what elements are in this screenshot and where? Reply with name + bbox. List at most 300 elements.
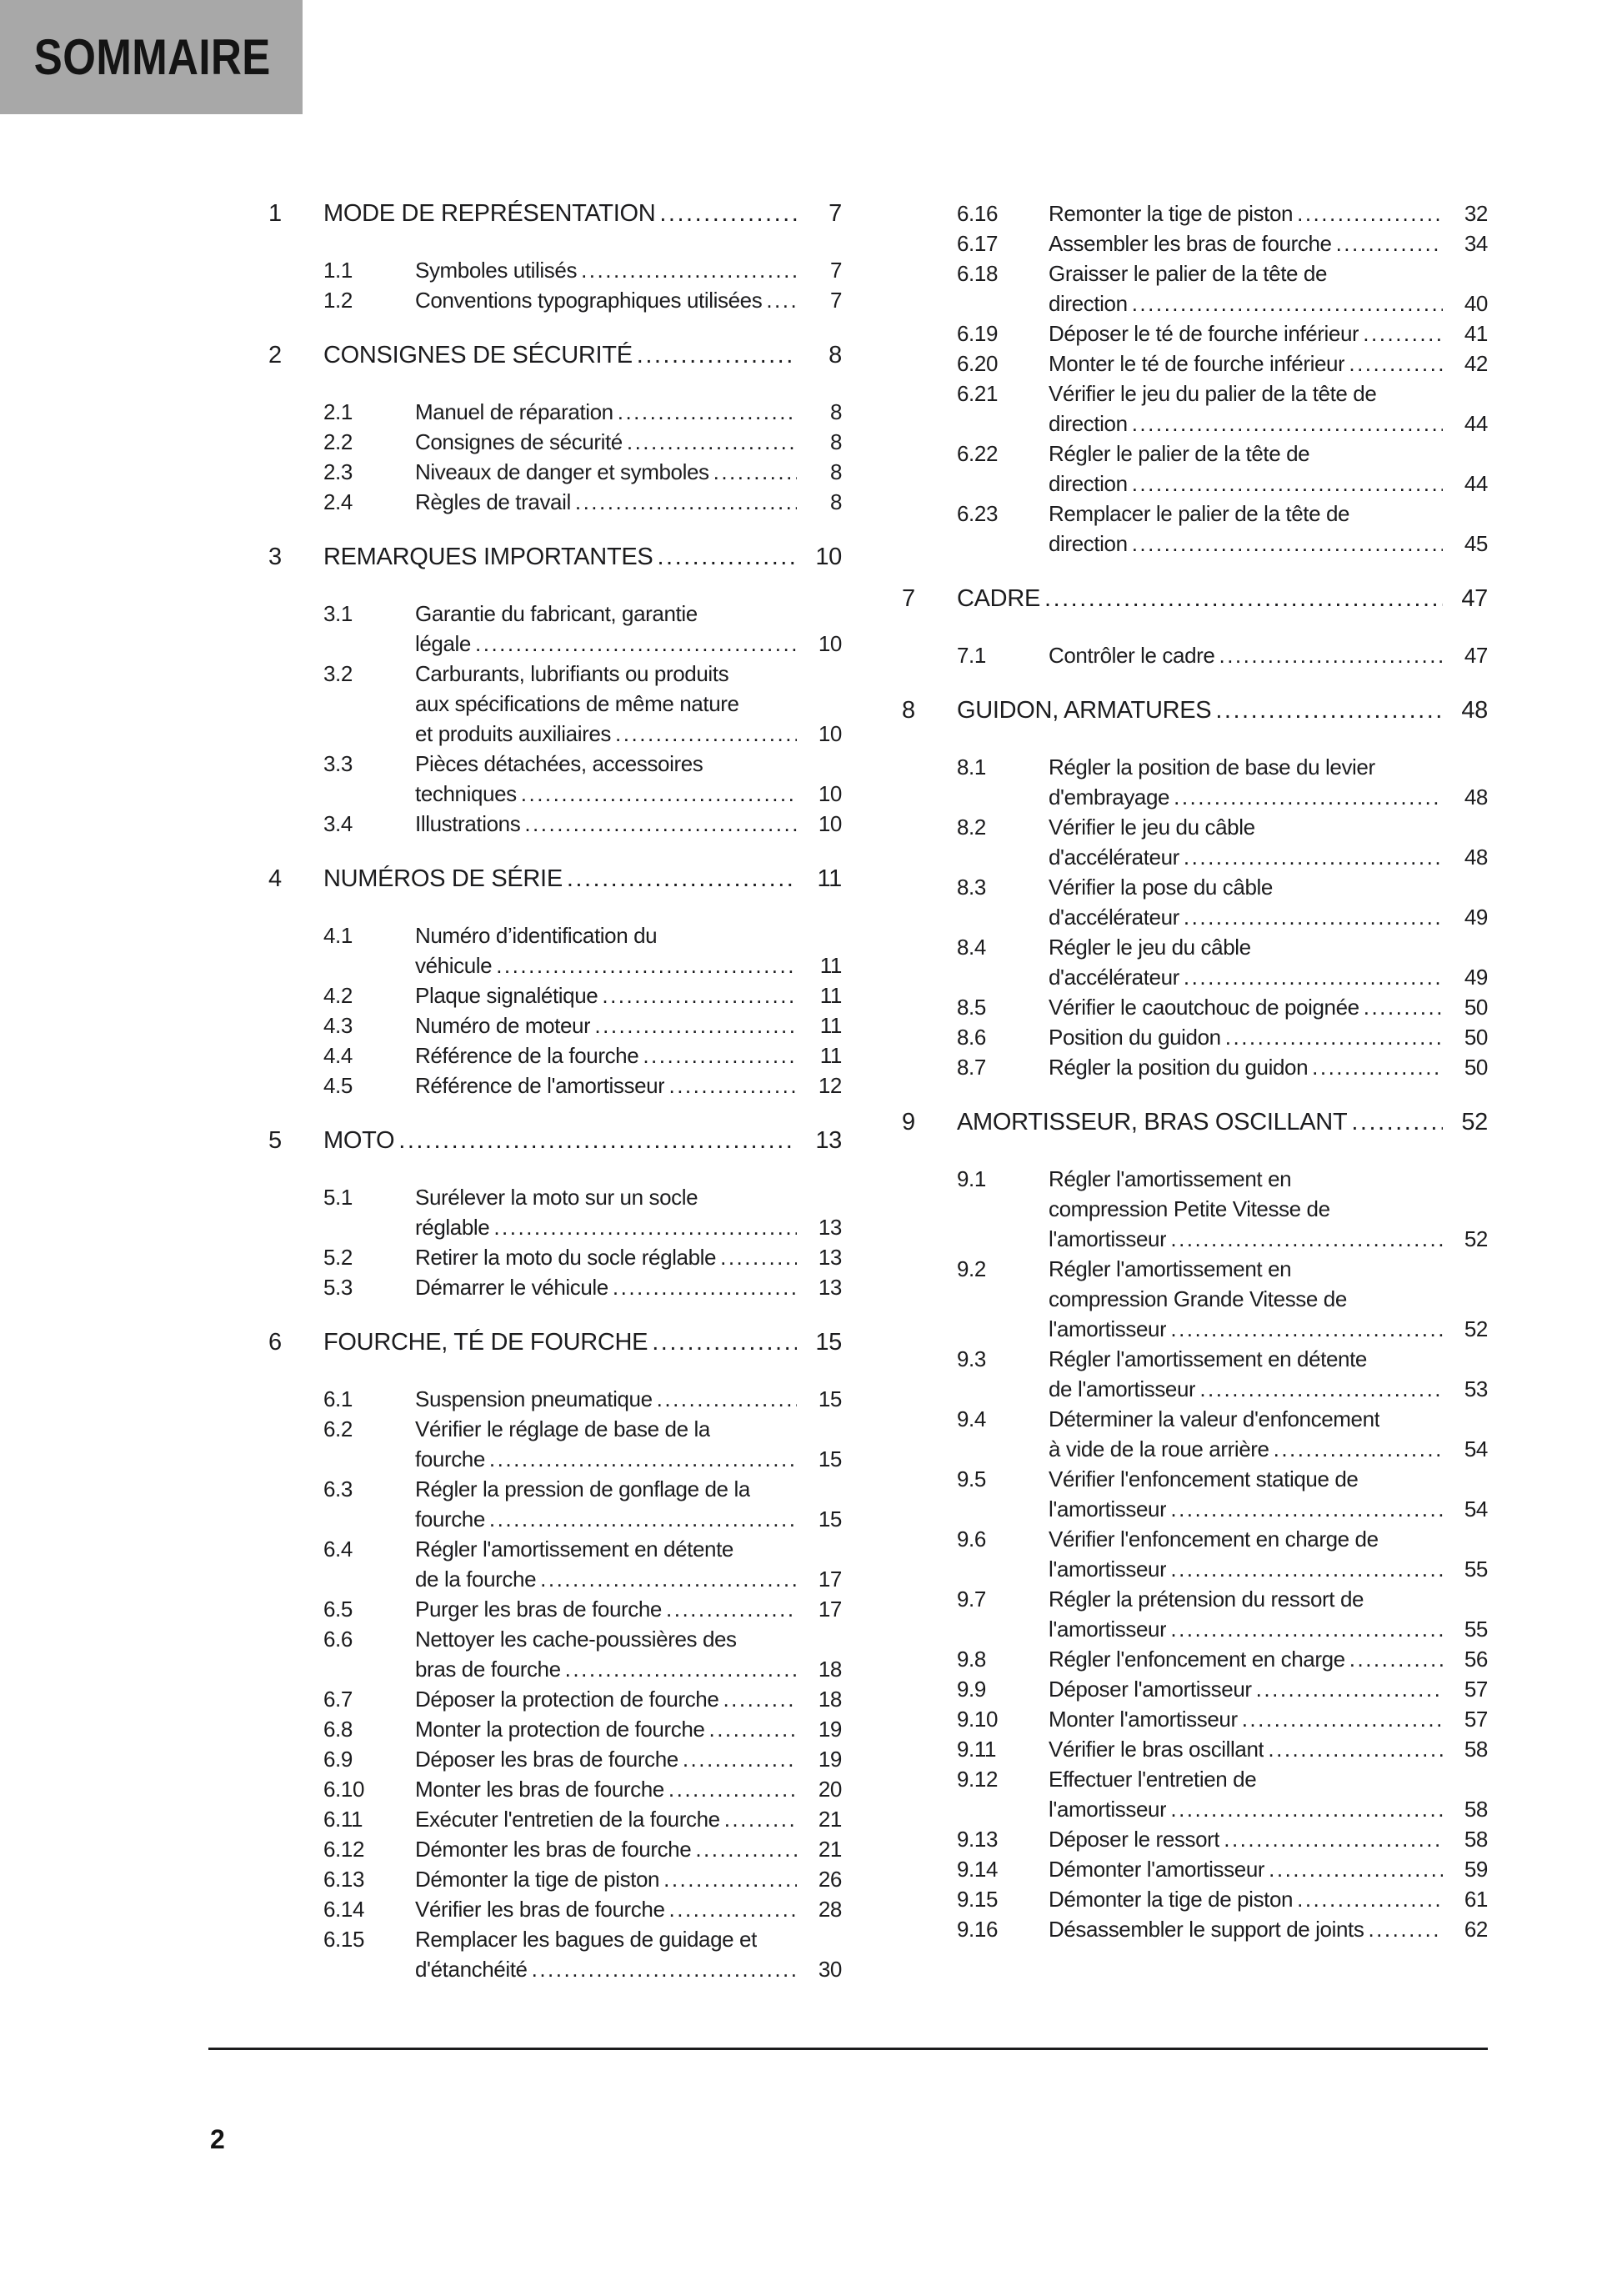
toc-entry-number: 8.6: [957, 1025, 986, 1050]
toc-entry-number: 4.3: [323, 1013, 353, 1038]
toc-entry-1.1: [268, 255, 842, 285]
toc-entry-page: 44: [1464, 411, 1488, 436]
toc-entry-number: 4.5: [323, 1073, 353, 1098]
toc-left-column: [268, 198, 842, 1984]
dot-leader: [1170, 1614, 1443, 1644]
toc-entry-number: 8.5: [957, 995, 986, 1020]
dot-leader: [567, 864, 797, 894]
toc-entry-title: techniques: [415, 781, 517, 806]
dot-leader: [493, 1212, 797, 1242]
toc-entry-number: 9.16: [957, 1917, 999, 1942]
toc-line: [268, 920, 842, 950]
toc-entry-page: 15: [815, 1329, 842, 1356]
toc-right-column: [902, 198, 1488, 1984]
toc-line: [268, 1384, 842, 1414]
toc-line: [268, 1564, 842, 1594]
toc-entry-page: 11: [819, 983, 842, 1008]
dot-leader: [1268, 1734, 1443, 1764]
toc-entry-title: Régler la pression de gonflage de la: [415, 1476, 750, 1501]
toc-entry-number: 3: [268, 544, 282, 570]
toc-entry-page: 58: [1464, 1827, 1488, 1852]
dot-leader: [659, 198, 797, 228]
toc-entry-number: 9.10: [957, 1707, 999, 1732]
toc-line: [902, 1704, 1488, 1734]
toc-line: [268, 950, 842, 980]
dot-leader: [1224, 1824, 1443, 1854]
toc-entry-title: l'amortisseur: [1049, 1496, 1167, 1521]
toc-entry-title: Graisser le palier de la tête de: [1049, 261, 1328, 286]
dot-leader: [1132, 288, 1443, 318]
toc-entry-8.6: [902, 1022, 1488, 1052]
toc-entry-page: 54: [1464, 1436, 1488, 1461]
toc-entry-number: 6.6: [323, 1627, 353, 1652]
toc-entry-page: 17: [818, 1567, 842, 1592]
toc-entry-title: Contrôler le cadre: [1049, 643, 1215, 668]
toc-entry-page: 50: [1464, 1055, 1488, 1080]
toc-line: [268, 1070, 842, 1100]
toc-line: [268, 1594, 842, 1624]
toc-entry-title: Plaque signalétique: [415, 983, 598, 1008]
toc-entry-6.20: [902, 348, 1488, 378]
toc-entry-6.3: [268, 1474, 842, 1534]
dot-leader: [1312, 1052, 1443, 1082]
toc-entry-title: GUIDON, ARMATURES: [957, 697, 1212, 724]
toc-line: [268, 340, 842, 370]
toc-line: [268, 1804, 842, 1834]
toc-entry-6.14: [268, 1894, 842, 1924]
toc-line: [902, 640, 1488, 670]
toc-entry-number: 3.1: [323, 601, 353, 626]
toc-entry-page: 10: [818, 631, 842, 656]
toc-entry-2.4: [268, 487, 842, 517]
toc-entry-7: [902, 584, 1488, 614]
toc-entry-page: 7: [829, 288, 842, 313]
toc-entry-9.8: [902, 1644, 1488, 1674]
toc-entry-4.2: [268, 980, 842, 1010]
toc-line: [902, 1884, 1488, 1914]
toc-entry-title: aux spécifications de même nature: [415, 691, 739, 716]
dot-leader: [1044, 584, 1443, 614]
dot-leader: [1170, 1554, 1443, 1584]
toc-entry-3.2: [268, 659, 842, 749]
toc-entry-page: 18: [818, 1687, 842, 1712]
toc-line: [902, 258, 1488, 288]
toc-entry-number: 9.8: [957, 1647, 986, 1672]
toc-entry-number: 6: [268, 1329, 282, 1356]
toc-line: [268, 1534, 842, 1564]
toc-entry-page: 56: [1464, 1647, 1488, 1672]
toc-entry-title: Régler l'amortissement en détente: [1049, 1346, 1367, 1371]
dot-leader: [1170, 1494, 1443, 1524]
toc-entry-page: 20: [818, 1777, 842, 1802]
toc-entry-9: [902, 1107, 1488, 1137]
toc-entry-title: Régler l'amortissement en: [1049, 1256, 1292, 1281]
toc-line: [268, 1654, 842, 1684]
toc-line: [902, 318, 1488, 348]
dot-leader: [524, 809, 797, 839]
toc-entry-page: 58: [1464, 1797, 1488, 1822]
toc-entry-6.13: [268, 1864, 842, 1894]
toc-entry-number: 6.19: [957, 321, 999, 346]
toc-entry-5.1: [268, 1182, 842, 1242]
toc-line: [902, 872, 1488, 902]
toc-entry-title: Vérifier le caoutchouc de poignée: [1049, 995, 1359, 1020]
toc-line: [902, 1764, 1488, 1794]
toc-entry-page: 50: [1464, 995, 1488, 1020]
toc-entry-title: Déposer le té de fourche inférieur: [1049, 321, 1359, 346]
toc-line: [268, 864, 842, 894]
dot-leader: [723, 1684, 797, 1714]
page-title: SOMMAIRE: [33, 29, 271, 85]
toc-entry-number: 5: [268, 1127, 282, 1154]
toc-line: [268, 1242, 842, 1272]
dot-leader: [1174, 782, 1443, 812]
toc-entry-9.14: [902, 1854, 1488, 1884]
toc-entry-number: 9.15: [957, 1887, 999, 1912]
dot-leader: [1184, 842, 1443, 872]
toc-entry-title: à vide de la roue arrière: [1049, 1436, 1269, 1461]
toc-entry-number: 9.3: [957, 1346, 986, 1371]
toc-entry-page: 8: [829, 489, 842, 514]
toc-entry-page: 15: [818, 1506, 842, 1532]
toc-entry-page: 18: [818, 1657, 842, 1682]
toc-line: [902, 1494, 1488, 1524]
toc-entry-page: 19: [818, 1747, 842, 1772]
dot-leader: [708, 1714, 797, 1744]
toc-entry-title: d'accélérateur: [1049, 965, 1179, 990]
toc-line: [268, 1125, 842, 1156]
toc-entry-title: Position du guidon: [1049, 1025, 1221, 1050]
toc-entry-title: fourche: [415, 1506, 485, 1532]
toc-entry-number: 6.3: [323, 1476, 353, 1501]
toc-entry-page: 40: [1464, 291, 1488, 316]
toc-entry-number: 6.10: [323, 1777, 365, 1802]
toc-line: [902, 529, 1488, 559]
toc-line: [902, 1734, 1488, 1764]
toc-line: [268, 629, 842, 659]
dot-leader: [540, 1564, 797, 1594]
toc-entry-number: 9.11: [957, 1737, 997, 1762]
toc-entry-title: compression Petite Vitesse de: [1049, 1196, 1330, 1221]
toc-entry-number: 6.1: [323, 1386, 353, 1411]
table-of-contents: [268, 198, 1488, 1984]
toc-entry-9.13: [902, 1824, 1488, 1854]
dot-leader: [1170, 1314, 1443, 1344]
toc-entry-title: Manuel de réparation: [415, 399, 613, 424]
toc-entry-6.22: [902, 439, 1488, 499]
toc-entry-number: 5.1: [323, 1185, 353, 1210]
toc-entry-title: Illustrations: [415, 811, 521, 836]
toc-entry-number: 9.4: [957, 1406, 986, 1431]
toc-entry-title: Consignes de sécurité: [415, 429, 623, 454]
toc-line: [902, 1854, 1488, 1884]
toc-line: [902, 1374, 1488, 1404]
toc-line: [268, 255, 842, 285]
toc-line: [902, 752, 1488, 782]
toc-line: [902, 1524, 1488, 1554]
toc-entry-6.7: [268, 1684, 842, 1714]
toc-entry-title: l'amortisseur: [1049, 1226, 1167, 1251]
toc-line: [268, 487, 842, 517]
toc-entry-number: 6.2: [323, 1416, 353, 1441]
toc-entry-4.1: [268, 920, 842, 980]
dot-leader: [489, 1504, 797, 1534]
toc-line: [268, 1182, 842, 1212]
toc-entry-title: Effectuer l'entretien de: [1049, 1767, 1257, 1792]
toc-entry-title: direction: [1049, 291, 1128, 316]
toc-entry-number: 9.7: [957, 1587, 986, 1612]
toc-entry-title: Déposer la protection de fourche: [415, 1687, 719, 1712]
toc-entry-8.2: [902, 812, 1488, 872]
toc-entry-page: 11: [819, 1013, 842, 1038]
toc-entry-page: 21: [818, 1807, 842, 1832]
toc-line: [268, 779, 842, 809]
toc-entry-title: Monter le té de fourche inférieur: [1049, 351, 1345, 376]
toc-entry-number: 4.2: [323, 983, 353, 1008]
toc-entry-page: 55: [1464, 1557, 1488, 1582]
toc-entry-title: l'amortisseur: [1049, 1316, 1167, 1341]
toc-entry-page: 8: [829, 429, 842, 454]
toc-line: [902, 348, 1488, 378]
toc-entry-number: 6.9: [323, 1747, 353, 1772]
toc-entry-number: 8: [902, 697, 915, 724]
toc-entry-page: 58: [1464, 1737, 1488, 1762]
toc-line: [902, 1022, 1488, 1052]
toc-entry-page: 13: [815, 1127, 842, 1154]
toc-entry-page: 59: [1464, 1857, 1488, 1882]
toc-entry-page: 7: [829, 200, 842, 227]
toc-entry-title: Numéro d’identification du: [415, 923, 658, 948]
toc-entry-title: Garantie du fabricant, garantie: [415, 601, 698, 626]
dot-leader: [724, 1804, 797, 1834]
toc-entry-page: 49: [1464, 965, 1488, 990]
toc-entry-number: 2.1: [323, 399, 353, 424]
dot-leader: [1297, 1884, 1443, 1914]
toc-entry-title: FOURCHE, TÉ DE FOURCHE: [323, 1329, 648, 1356]
toc-entry-number: 6.23: [957, 501, 999, 526]
toc-entry-number: 2: [268, 342, 282, 368]
dot-leader: [489, 1444, 797, 1474]
toc-entry-number: 9.5: [957, 1466, 986, 1491]
toc-entry-number: 1.2: [323, 288, 353, 313]
toc-entry-title: MODE DE REPRÉSENTATION: [323, 200, 656, 227]
toc-line: [268, 427, 842, 457]
dot-leader: [521, 779, 797, 809]
toc-entry-number: 2.3: [323, 459, 353, 484]
dot-leader: [657, 542, 797, 572]
toc-entry-title: Démonter les bras de fourche: [415, 1837, 692, 1862]
toc-line: [268, 809, 842, 839]
toc-entry-number: 9.6: [957, 1526, 986, 1552]
toc-entry-page: 28: [818, 1897, 842, 1922]
dot-leader: [627, 427, 797, 457]
toc-entry-page: 50: [1464, 1025, 1488, 1050]
toc-entry-page: 10: [818, 811, 842, 836]
toc-line: [268, 1744, 842, 1774]
toc-line: [902, 1674, 1488, 1704]
toc-entry-title: d'embrayage: [1049, 785, 1170, 810]
dot-leader: [695, 1834, 797, 1864]
toc-entry-page: 21: [818, 1837, 842, 1862]
toc-line: [268, 1040, 842, 1070]
toc-entry-title: véhicule: [415, 953, 493, 978]
toc-entry-title: Surélever la moto sur un socle: [415, 1185, 698, 1210]
toc-entry-6.16: [902, 198, 1488, 228]
toc-line: [268, 1444, 842, 1474]
toc-entry-title: Vérifier les bras de fourche: [415, 1897, 665, 1922]
toc-entry-9.4: [902, 1404, 1488, 1464]
toc-entry-title: MOTO: [323, 1127, 395, 1154]
toc-entry-number: 6.11: [323, 1807, 363, 1832]
toc-entry-3.4: [268, 809, 842, 839]
toc-entry-6.9: [268, 1744, 842, 1774]
toc-entry-title: Purger les bras de fourche: [415, 1597, 662, 1622]
toc-line: [268, 1010, 842, 1040]
toc-entry-number: 8.2: [957, 815, 986, 840]
toc-entry-number: 6.16: [957, 201, 999, 226]
toc-line: [902, 1344, 1488, 1374]
toc-entry-3.1: [268, 599, 842, 659]
toc-line: [902, 1434, 1488, 1464]
toc-entry-9.3: [902, 1344, 1488, 1404]
toc-entry-8.7: [902, 1052, 1488, 1082]
toc-entry-page: 57: [1464, 1677, 1488, 1702]
dot-leader: [594, 1010, 797, 1040]
toc-entry-page: 41: [1464, 321, 1488, 346]
toc-entry-title: Déposer les bras de fourche: [415, 1747, 678, 1772]
toc-entry-number: 9.9: [957, 1677, 986, 1702]
dot-leader: [1225, 1022, 1443, 1052]
toc-entry-title: Vérifier l'enfoncement statique de: [1049, 1466, 1359, 1491]
toc-entry-page: 30: [818, 1957, 842, 1982]
dot-leader: [720, 1242, 797, 1272]
toc-line: [268, 659, 842, 689]
dot-leader: [1368, 1914, 1443, 1944]
toc-entry-page: 34: [1464, 231, 1488, 256]
toc-entry-title: d'accélérateur: [1049, 905, 1179, 930]
toc-entry-title: Remonter la tige de piston: [1049, 201, 1294, 226]
toc-entry-number: 9.14: [957, 1857, 999, 1882]
toc-entry-title: Conventions typographiques utilisées: [415, 288, 763, 313]
toc-line: [902, 228, 1488, 258]
toc-entry-number: 7.1: [957, 643, 986, 668]
toc-entry-6.17: [902, 228, 1488, 258]
toc-entry-number: 6.12: [323, 1837, 365, 1862]
toc-entry-3.3: [268, 749, 842, 809]
toc-line: [902, 1464, 1488, 1494]
toc-entry-title: Vérifier le jeu du palier de la tête de: [1049, 381, 1377, 406]
toc-entry-page: 13: [818, 1275, 842, 1300]
toc-entry-title: Régler l'amortissement en: [1049, 1166, 1292, 1191]
toc-entry-number: 6.17: [957, 231, 999, 256]
dot-leader: [663, 1864, 797, 1894]
dot-leader: [1199, 1374, 1443, 1404]
toc-entry-5.2: [268, 1242, 842, 1272]
toc-line: [902, 1554, 1488, 1584]
toc-line: [268, 1864, 842, 1894]
toc-entry-title: Retirer la moto du socle réglable: [415, 1245, 717, 1270]
toc-entry-number: 6.21: [957, 381, 999, 406]
toc-line: [902, 695, 1488, 725]
toc-entry-9.10: [902, 1704, 1488, 1734]
toc-entry-title: Nettoyer les cache-poussières des: [415, 1627, 737, 1652]
toc-entry-1: [268, 198, 842, 228]
toc-line: [902, 198, 1488, 228]
toc-line: [268, 285, 842, 315]
toc-entry-title: Monter les bras de fourche: [415, 1777, 664, 1802]
dot-leader: [1132, 469, 1443, 499]
toc-entry-8.3: [902, 872, 1488, 932]
toc-entry-title: Symboles utilisés: [415, 258, 578, 283]
toc-entry-page: 15: [818, 1386, 842, 1411]
toc-entry-page: 53: [1464, 1376, 1488, 1401]
toc-entry-title: Déposer l'amortisseur: [1049, 1677, 1252, 1702]
toc-entry-number: 4: [268, 865, 282, 892]
toc-entry-number: 3.4: [323, 811, 353, 836]
toc-entry-number: 6.18: [957, 261, 999, 286]
dot-leader: [1132, 409, 1443, 439]
toc-line: [268, 198, 842, 228]
toc-entry-number: 8.3: [957, 875, 986, 900]
toc-entry-number: 7: [902, 585, 915, 612]
toc-entry-title: légale: [415, 631, 471, 656]
toc-entry-number: 5.2: [323, 1245, 353, 1270]
toc-entry-page: 42: [1464, 351, 1488, 376]
toc-entry-page: 48: [1464, 845, 1488, 870]
toc-entry-page: 47: [1464, 643, 1488, 668]
dot-leader: [496, 950, 797, 980]
dot-leader: [1349, 348, 1443, 378]
toc-entry-page: 52: [1464, 1316, 1488, 1341]
toc-entry-title: Référence de l'amortisseur: [415, 1073, 665, 1098]
toc-line: [268, 1924, 842, 1954]
toc-line: [268, 599, 842, 629]
toc-entry-number: 6.13: [323, 1867, 365, 1892]
toc-line: [902, 378, 1488, 409]
toc-line: [268, 1504, 842, 1534]
toc-line: [902, 1164, 1488, 1194]
dot-leader: [1170, 1224, 1443, 1254]
toc-entry-9.5: [902, 1464, 1488, 1524]
toc-entry-page: 57: [1464, 1707, 1488, 1732]
toc-entry-number: 5.3: [323, 1275, 353, 1300]
toc-entry-number: 6.8: [323, 1717, 353, 1742]
toc-entry-number: 9.12: [957, 1767, 999, 1792]
toc-entry-page: 17: [818, 1597, 842, 1622]
toc-entry-page: 8: [829, 459, 842, 484]
toc-entry-6: [268, 1327, 842, 1357]
dot-leader: [1215, 695, 1443, 725]
toc-entry-page: 10: [818, 781, 842, 806]
toc-line: [902, 812, 1488, 842]
dot-leader: [643, 1040, 797, 1070]
toc-line: [902, 1254, 1488, 1284]
toc-entry-number: 9.13: [957, 1827, 999, 1852]
toc-line: [268, 1834, 842, 1864]
toc-entry-number: 6.14: [323, 1897, 365, 1922]
toc-entry-title: Vérifier le réglage de base de la: [415, 1416, 710, 1441]
toc-line: [268, 980, 842, 1010]
toc-line: [902, 1914, 1488, 1944]
toc-entry-6.2: [268, 1414, 842, 1474]
toc-entry-page: 8: [829, 399, 842, 424]
toc-entry-9.15: [902, 1884, 1488, 1914]
toc-entry-9.7: [902, 1584, 1488, 1644]
toc-entry-number: 6.20: [957, 351, 999, 376]
toc-entry-page: 61: [1464, 1887, 1488, 1912]
dot-leader: [713, 457, 797, 487]
dot-leader: [668, 1774, 797, 1804]
